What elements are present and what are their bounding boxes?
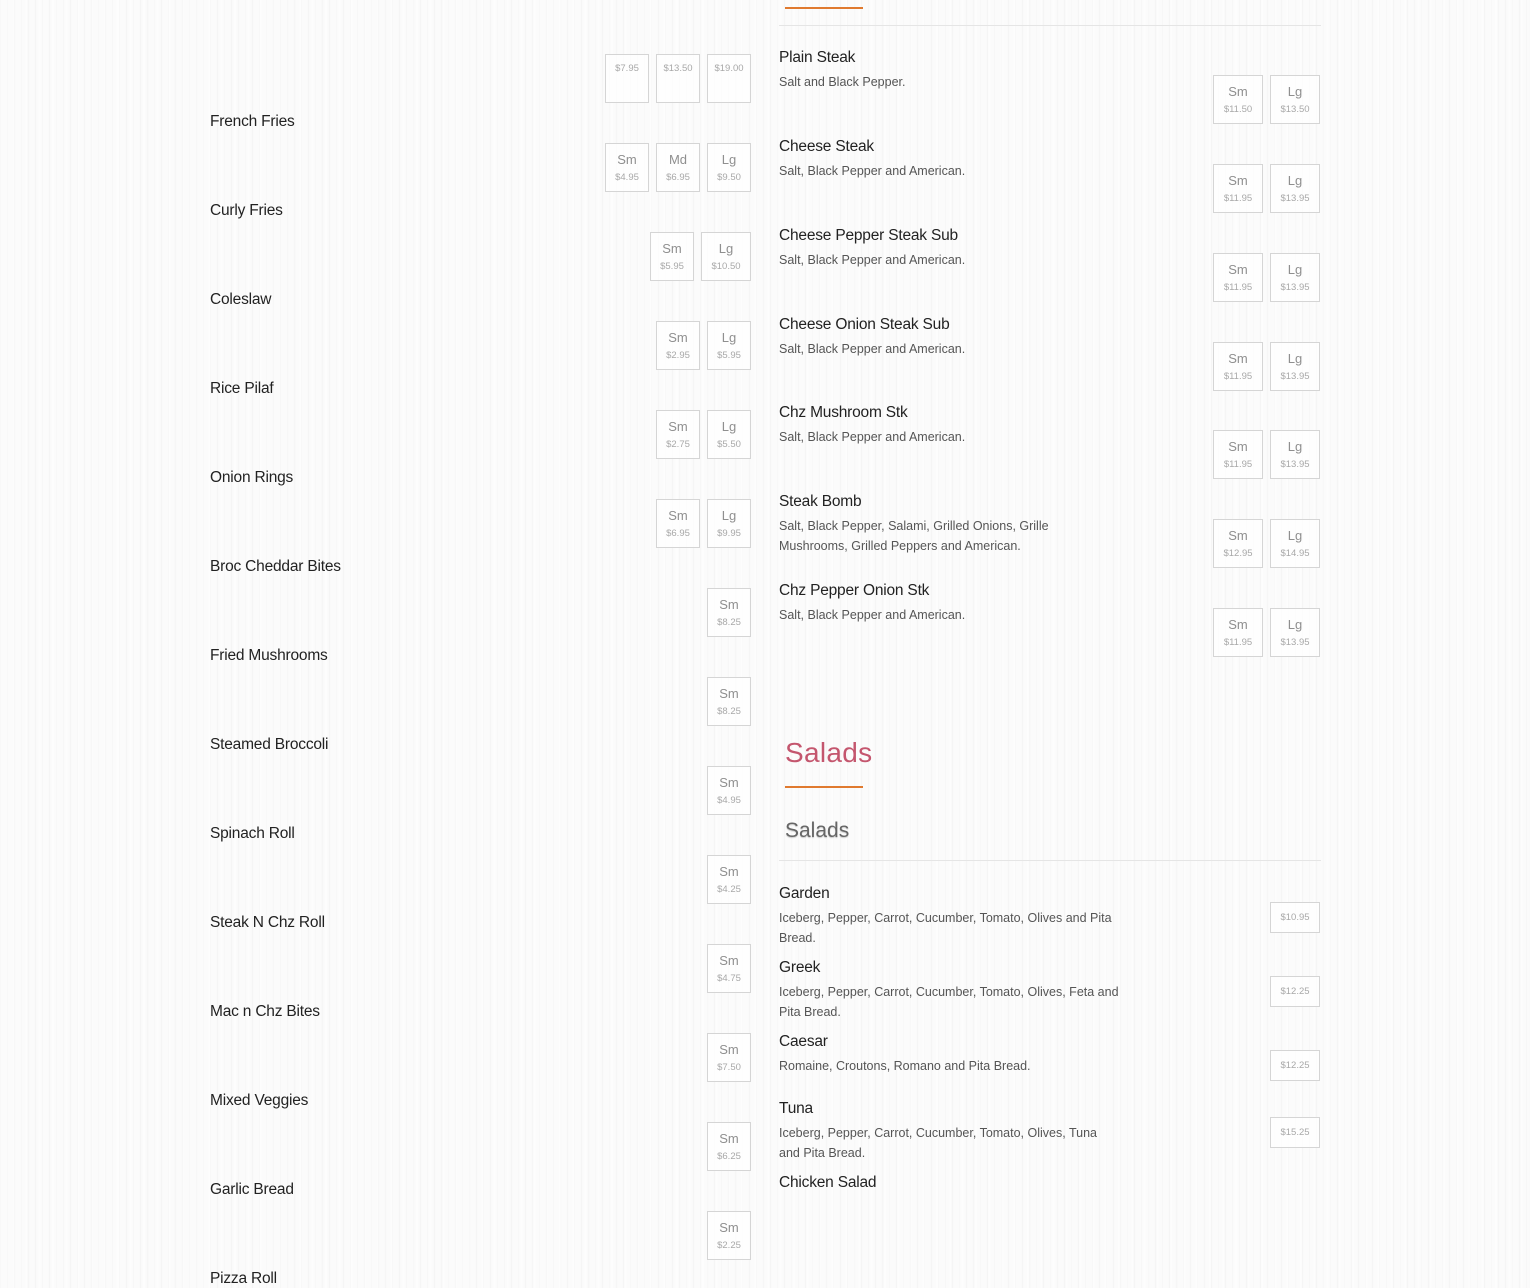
item-name: Onion Rings (210, 469, 294, 486)
menu-item (779, 316, 1321, 405)
sides-list (210, 0, 751, 1287)
price-value: $11.95 (1223, 371, 1253, 382)
item-name: Mac n Chz Bites (210, 1003, 320, 1020)
price-value: $19.00 (714, 63, 744, 74)
price-value: $7.95 (615, 63, 639, 74)
price-value: $11.95 (1223, 637, 1253, 648)
price-option[interactable] (1213, 430, 1263, 479)
price-value: $11.95 (1223, 193, 1253, 204)
item-description: Salt, Black Pepper and American. (779, 253, 966, 267)
item-name: Garden (779, 885, 830, 902)
menu-item (210, 645, 751, 806)
price-options (1270, 1117, 1320, 1148)
price-value: $4.95 (717, 795, 741, 806)
menu-item (210, 0, 751, 74)
item-name: French Fries (210, 113, 295, 130)
price-value: $5.50 (717, 439, 741, 450)
price-value: $10.50 (711, 261, 741, 272)
item-name: Coleslaw (210, 291, 272, 308)
price-options (1213, 519, 1320, 568)
menu-item (210, 823, 751, 984)
price-option[interactable]: $12.25 (1270, 1050, 1320, 1081)
price-options (1213, 342, 1320, 391)
item-description: Iceberg, Pepper, Carrot, Cucumber, Tomato, Olives and Pita Bread. (779, 911, 1112, 945)
size-label: Lg (1287, 173, 1303, 188)
menu-item (779, 959, 1321, 1029)
price-option[interactable] (1213, 519, 1263, 568)
size-label: Sm (719, 953, 739, 968)
menu-item (210, 467, 751, 628)
size-label: Lg (1287, 262, 1303, 277)
item-name: Cheese Pepper Steak Sub (779, 227, 958, 244)
menu-item (210, 111, 751, 272)
price-value: $5.95 (660, 261, 684, 272)
size-label: Lg (721, 419, 737, 434)
price-value: $11.95 (1223, 282, 1253, 293)
item-description: Salt, Black Pepper, Salami, Grilled Onions, Grille Mushrooms, Grilled Peppers and American. (779, 519, 1049, 553)
price-option[interactable] (1270, 430, 1320, 479)
price-option[interactable] (1270, 342, 1320, 391)
item-description: Romaine, Croutons, Romano and Pita Bread. (779, 1059, 1031, 1073)
price-value: $11.95 (1223, 459, 1253, 470)
size-label: Sm (719, 686, 739, 701)
price-value: $13.50 (663, 63, 693, 74)
price-option[interactable] (1213, 342, 1263, 391)
price-options (1213, 164, 1320, 213)
menu-item (779, 227, 1321, 316)
menu-item (779, 885, 1321, 955)
size-label: Sm (617, 152, 637, 167)
price-value: $2.25 (717, 1240, 741, 1251)
size-label: Sm (719, 1042, 739, 1057)
size-label: Lg (721, 152, 737, 167)
size-label: Lg (721, 508, 737, 523)
price-value: $13.95 (1280, 193, 1310, 204)
price-options (1270, 1050, 1320, 1081)
item-name: Rice Pilaf (210, 380, 274, 397)
menu-item (210, 1001, 751, 1162)
price-option[interactable] (1270, 519, 1320, 568)
price-value: $8.25 (717, 706, 741, 717)
size-label: Sm (668, 419, 688, 434)
price-option[interactable] (1270, 164, 1320, 213)
size-label: Lg (1287, 528, 1303, 543)
price-option[interactable] (1270, 253, 1320, 302)
size-label: Sm (1228, 351, 1248, 366)
size-label: Lg (1287, 439, 1303, 454)
menu-item (210, 289, 751, 450)
menu-item (210, 22, 751, 183)
menu-item (779, 1033, 1321, 1099)
size-label: Sm (662, 241, 682, 256)
price-value: $4.25 (717, 884, 741, 895)
price-value: $4.95 (615, 172, 639, 183)
menu-item (210, 734, 751, 895)
size-label: Lg (721, 330, 737, 345)
item-name: Spinach Roll (210, 825, 295, 842)
size-label: Sm (668, 508, 688, 523)
price-option[interactable]: $15.25 (1270, 1117, 1320, 1148)
price-options (1213, 608, 1320, 657)
menu-item (779, 138, 1321, 227)
item-description: Salt and Black Pepper. (779, 75, 906, 89)
price-value: $6.95 (666, 172, 690, 183)
menu-item (779, 493, 1321, 582)
size-label: Sm (719, 864, 739, 879)
price-option[interactable] (1270, 75, 1320, 124)
price-value: $9.50 (717, 172, 741, 183)
price-value: $2.75 (666, 439, 690, 450)
price-value: $2.95 (666, 350, 690, 361)
price-value: $13.95 (1280, 371, 1310, 382)
size-label: Sm (1228, 173, 1248, 188)
section-divider (779, 25, 1321, 26)
item-description: Iceberg, Pepper, Carrot, Cucumber, Tomato, Olives, Feta and Pita Bread. (779, 985, 1119, 1019)
size-label: Lg (1287, 84, 1303, 99)
price-options (1213, 253, 1320, 302)
section-accent-line (785, 7, 863, 9)
item-description: Salt, Black Pepper and American. (779, 342, 966, 356)
section-title: Salads (785, 737, 873, 768)
price-option[interactable] (1213, 608, 1263, 657)
menu-item (210, 378, 751, 539)
size-label: Sm (1228, 439, 1248, 454)
item-name: Mixed Veggies (210, 1092, 309, 1109)
size-label: Lg (718, 241, 734, 256)
size-label: Sm (1228, 84, 1248, 99)
menu-item (210, 200, 751, 361)
size-label: Sm (1228, 617, 1248, 632)
menu-item (210, 1179, 751, 1287)
price-value: $13.95 (1280, 282, 1310, 293)
size-label: Sm (719, 1220, 739, 1235)
section-subtitle: Salads (785, 819, 850, 842)
item-description: Salt, Black Pepper and American. (779, 608, 966, 622)
item-name: Greek (779, 959, 821, 976)
item-name: Steamed Broccoli (210, 736, 329, 753)
item-name: Chicken Salad (779, 1174, 877, 1191)
section-divider (779, 860, 1321, 861)
size-label: Sm (1228, 262, 1248, 277)
price-option[interactable] (1270, 608, 1320, 657)
price-value: $13.95 (1280, 637, 1310, 648)
price-value: $8.25 (717, 617, 741, 628)
size-label: Sm (1228, 528, 1248, 543)
size-label: Lg (1287, 351, 1303, 366)
price-option[interactable]: $10.95 (1270, 902, 1320, 933)
price-value: $13.50 (1280, 104, 1310, 115)
price-value: $12.95 (1223, 548, 1253, 559)
price-option[interactable] (1213, 75, 1263, 124)
price-option[interactable] (1213, 164, 1263, 213)
size-label: Sm (668, 330, 688, 345)
menu-item (210, 1090, 751, 1251)
price-value: $13.95 (1280, 459, 1310, 470)
item-description: Salt, Black Pepper and American. (779, 430, 966, 444)
item-name: Curly Fries (210, 202, 283, 219)
menu-item (210, 912, 751, 1073)
item-name: Pizza Roll (210, 1270, 277, 1287)
menu-item (779, 1174, 1321, 1192)
size-label: Lg (1287, 617, 1303, 632)
item-description: Salt, Black Pepper and American. (779, 164, 966, 178)
item-name: Fried Mushrooms (210, 647, 328, 664)
size-label: Sm (719, 775, 739, 790)
menu-item (210, 556, 751, 717)
price-value: $5.95 (717, 350, 741, 361)
price-options (1213, 75, 1320, 124)
price-value: $6.25 (717, 1151, 741, 1162)
price-options (1270, 976, 1320, 1007)
section-accent-line (785, 786, 863, 788)
item-name: Tuna (779, 1100, 813, 1117)
menu-item (779, 582, 1321, 671)
price-value: $9.95 (717, 528, 741, 539)
item-name: Garlic Bread (210, 1181, 294, 1198)
price-value: $11.50 (1223, 104, 1253, 115)
price-option[interactable]: $12.25 (1270, 976, 1320, 1007)
item-name: Broc Cheddar Bites (210, 558, 341, 575)
item-description: Iceberg, Pepper, Carrot, Cucumber, Tomato, Olives, Tuna and Pita Bread. (779, 1126, 1097, 1160)
item-name: Steak N Chz Roll (210, 914, 325, 931)
item-name: Plain Steak (779, 49, 856, 66)
price-option[interactable] (1213, 253, 1263, 302)
price-value: $4.75 (717, 973, 741, 984)
price-options (1213, 430, 1320, 479)
size-label: Md (668, 152, 688, 167)
price-value: $14.95 (1280, 548, 1310, 559)
menu-item (779, 49, 1321, 138)
menu-item (779, 404, 1321, 493)
price-value: $6.95 (666, 528, 690, 539)
item-name: Steak Bomb (779, 493, 862, 510)
price-options (1270, 902, 1320, 933)
item-name: Cheese Onion Steak Sub (779, 316, 950, 333)
item-name: Cheese Steak (779, 138, 874, 155)
size-label: Sm (719, 597, 739, 612)
item-name: Chz Mushroom Stk (779, 404, 908, 421)
item-name: Caesar (779, 1033, 828, 1050)
size-label: Sm (719, 1131, 739, 1146)
item-name: Chz Pepper Onion Stk (779, 582, 930, 599)
menu-item (779, 1100, 1321, 1170)
price-value: $7.50 (717, 1062, 741, 1073)
